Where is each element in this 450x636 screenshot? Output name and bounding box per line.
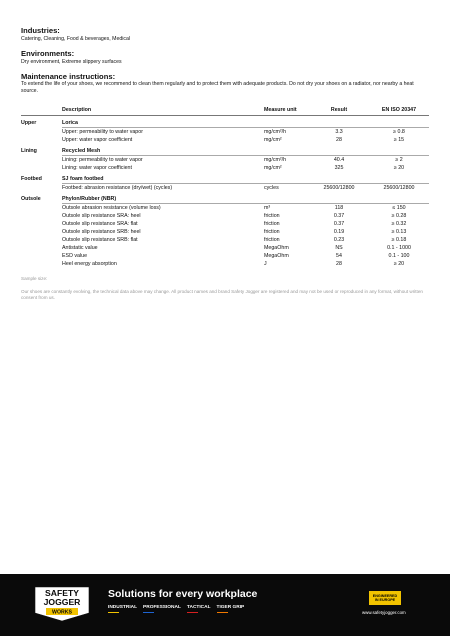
row-spacer xyxy=(21,183,62,192)
cell-en-iso: ≥ 20 xyxy=(393,164,405,171)
table-group-row xyxy=(21,172,429,184)
cell-en-iso: ≥ 2 xyxy=(395,156,403,163)
header-measure-unit: Measure unit xyxy=(264,105,309,115)
cell-description: Upper: water vapor coefficient xyxy=(62,136,133,143)
logo-text-jogger: JOGGER xyxy=(43,597,81,607)
category-color-bar xyxy=(143,612,154,614)
cell-result: 118 xyxy=(334,204,344,211)
cell-en-iso: 0.1 - 100 xyxy=(388,252,410,259)
group-spacer xyxy=(369,144,429,156)
table-group-row xyxy=(21,144,429,156)
component-name: Upper xyxy=(21,119,37,126)
table-row xyxy=(21,244,429,252)
cell-result: NS xyxy=(335,244,343,251)
cell-description: Outsole slip resistance SRB: heel xyxy=(62,228,141,235)
table-row xyxy=(21,127,429,136)
table-row xyxy=(21,252,429,260)
cell-result: 54 xyxy=(336,252,342,259)
group-spacer xyxy=(309,192,369,204)
cell-measure-unit: mg/cm²/h xyxy=(264,128,287,135)
cell-result: 25600/12800 xyxy=(323,184,355,191)
cell-description: Antistatic value xyxy=(62,244,98,251)
header-en-iso: EN ISO 20347 xyxy=(369,105,429,115)
group-spacer xyxy=(369,192,429,204)
component-name: Footbed xyxy=(21,175,42,182)
row-spacer xyxy=(21,164,62,172)
row-spacer xyxy=(21,252,62,260)
cell-result: 0.23 xyxy=(333,236,345,243)
category-tiger-grip[interactable] xyxy=(217,605,245,613)
component-name: Outsole xyxy=(21,195,41,202)
cell-description: Heel energy absorption xyxy=(62,260,117,267)
cell-description: Outsole abrasion resistance (volume loss) xyxy=(62,204,161,211)
row-spacer xyxy=(21,260,62,268)
cell-result: 0.37 xyxy=(333,212,345,219)
table-row xyxy=(21,183,429,192)
group-spacer xyxy=(369,172,429,184)
row-spacer xyxy=(21,136,62,144)
cell-result: 3.3 xyxy=(335,128,343,135)
row-spacer xyxy=(21,220,62,228)
cell-description: Footbed: abrasion resistance (dry/wet) (cycles) xyxy=(62,184,173,191)
cell-measure-unit: friction xyxy=(264,212,280,219)
cell-result: 325 xyxy=(334,164,344,171)
table-row xyxy=(21,136,429,144)
cell-result: 0.37 xyxy=(333,220,345,227)
cell-description: Upper: permeability to water vapor xyxy=(62,128,143,135)
cell-measure-unit: J xyxy=(264,260,267,267)
cell-en-iso: ≥ 0.8 xyxy=(393,128,405,135)
cell-description: ESD value xyxy=(62,252,88,259)
category-color-bar xyxy=(108,612,119,614)
safety-jogger-logo[interactable] xyxy=(33,585,91,623)
row-spacer xyxy=(21,244,62,252)
table-row xyxy=(21,228,429,236)
cell-measure-unit: cycles xyxy=(264,184,279,191)
environments-text: Dry environment, Extreme slippery surfaces xyxy=(21,59,122,65)
category-professional[interactable] xyxy=(143,605,181,613)
row-spacer xyxy=(21,203,62,212)
material-name: Phylon/Rubber (NBR) xyxy=(62,192,264,204)
cell-measure-unit: m³ xyxy=(264,204,271,211)
material-name: SJ foam footbed xyxy=(62,172,264,184)
row-spacer xyxy=(21,236,62,244)
cell-measure-unit: MegaOhm xyxy=(264,244,289,251)
website-link[interactable]: www.safetyjogger.com xyxy=(362,610,406,615)
category-label: PROFESSIONAL xyxy=(143,605,181,610)
cell-measure-unit: mg/cm² xyxy=(264,136,282,143)
industries-text: Catering, Cleaning, Food & beverages, Medical xyxy=(21,36,130,42)
group-spacer xyxy=(264,144,309,156)
cell-en-iso: 0.1 - 1000 xyxy=(387,244,411,251)
category-label: TACTICAL xyxy=(186,605,211,610)
cell-measure-unit: friction xyxy=(264,220,280,227)
group-spacer xyxy=(309,144,369,156)
environments-title: Environments: xyxy=(21,49,75,58)
cell-en-iso: ≥ 0.32 xyxy=(391,220,407,227)
cell-result: 0.19 xyxy=(333,228,345,235)
badge-line-1: ENGINEERED xyxy=(372,593,398,598)
disclaimer: Our shoes are constantly evolving, the technical data above may change. All product names and brand Safety Jogger are registered and may not be used or reproduced in any format, without written consent from us. xyxy=(21,289,423,301)
table-group-row xyxy=(21,192,429,204)
component-name: Lining xyxy=(21,147,37,154)
cell-measure-unit: mg/cm²/h xyxy=(264,156,287,163)
cell-description: Lining: permeability to water vapor xyxy=(62,156,143,163)
cell-result: 28 xyxy=(336,136,342,143)
logo-text-works: WORKS xyxy=(52,609,72,616)
industries-title: Industries: xyxy=(21,26,60,35)
footer-slogan: Solutions for every workplace xyxy=(108,588,258,600)
spec-table xyxy=(21,105,429,268)
spec-header-row xyxy=(21,105,429,115)
cell-measure-unit: MegaOhm xyxy=(264,252,289,259)
sample-size: Sample size: xyxy=(21,276,48,281)
cell-en-iso: 25600/12800 xyxy=(383,184,415,191)
table-row xyxy=(21,220,429,228)
category-color-bar xyxy=(187,612,198,614)
cell-description: Outsole slip resistance SRA: flat xyxy=(62,220,138,227)
cell-en-iso: ≥ 0.18 xyxy=(391,236,407,243)
row-spacer xyxy=(21,212,62,220)
cell-en-iso: ≥ 20 xyxy=(393,260,405,267)
row-spacer xyxy=(21,127,62,136)
group-spacer xyxy=(264,172,309,184)
table-row xyxy=(21,164,429,172)
header-result: Result xyxy=(309,105,369,115)
cell-description: Outsole slip resistance SRB: flat xyxy=(62,236,138,243)
material-name: Recycled Mesh xyxy=(62,144,264,156)
category-label: INDUSTRIAL xyxy=(108,605,138,610)
table-row xyxy=(21,236,429,244)
header-component xyxy=(21,105,62,115)
cell-measure-unit: friction xyxy=(264,236,280,243)
table-row xyxy=(21,203,429,212)
cell-en-iso: ≥ 0.28 xyxy=(391,212,407,219)
cell-result: 28 xyxy=(336,260,342,267)
spec-body xyxy=(21,115,429,268)
engineered-in-europe-badge xyxy=(369,591,401,605)
maintenance-title: Maintenance instructions: xyxy=(21,72,116,81)
group-spacer xyxy=(264,192,309,204)
table-row xyxy=(21,155,429,164)
header-description: Description xyxy=(62,105,264,115)
row-spacer xyxy=(21,155,62,164)
table-row xyxy=(21,260,429,268)
cell-description: Outsole slip resistance SRA: heel xyxy=(62,212,141,219)
cell-measure-unit: friction xyxy=(264,228,280,235)
category-tactical[interactable] xyxy=(187,605,211,613)
category-list xyxy=(108,605,244,613)
cell-en-iso: ≥ 0.13 xyxy=(391,228,407,235)
badge-line-2: IN EUROPE xyxy=(374,597,396,602)
group-spacer xyxy=(309,115,369,127)
group-spacer xyxy=(369,115,429,127)
category-industrial[interactable] xyxy=(108,605,137,613)
cell-measure-unit: mg/cm² xyxy=(264,164,282,171)
category-color-bar xyxy=(217,612,228,614)
table-row xyxy=(21,212,429,220)
row-spacer xyxy=(21,228,62,236)
cell-en-iso: ≤ 150 xyxy=(392,204,406,211)
cell-result: 40.4 xyxy=(333,156,345,163)
group-spacer xyxy=(264,115,309,127)
maintenance-text: To extend the life of your shoes, we recommend to clean them regularly and to protect them with adequate products. Do not dry your shoes on a radiator, nor nearby a heat source. xyxy=(21,81,414,94)
category-label: TIGER GRIP xyxy=(216,605,245,610)
cell-description: Lining: water vapor coefficient xyxy=(62,164,132,171)
group-spacer xyxy=(309,172,369,184)
material-name: Lorica xyxy=(62,115,264,127)
cell-en-iso: ≥ 15 xyxy=(393,136,405,143)
logo-text-safety: SAFETY xyxy=(45,588,79,598)
table-group-row xyxy=(21,115,429,127)
